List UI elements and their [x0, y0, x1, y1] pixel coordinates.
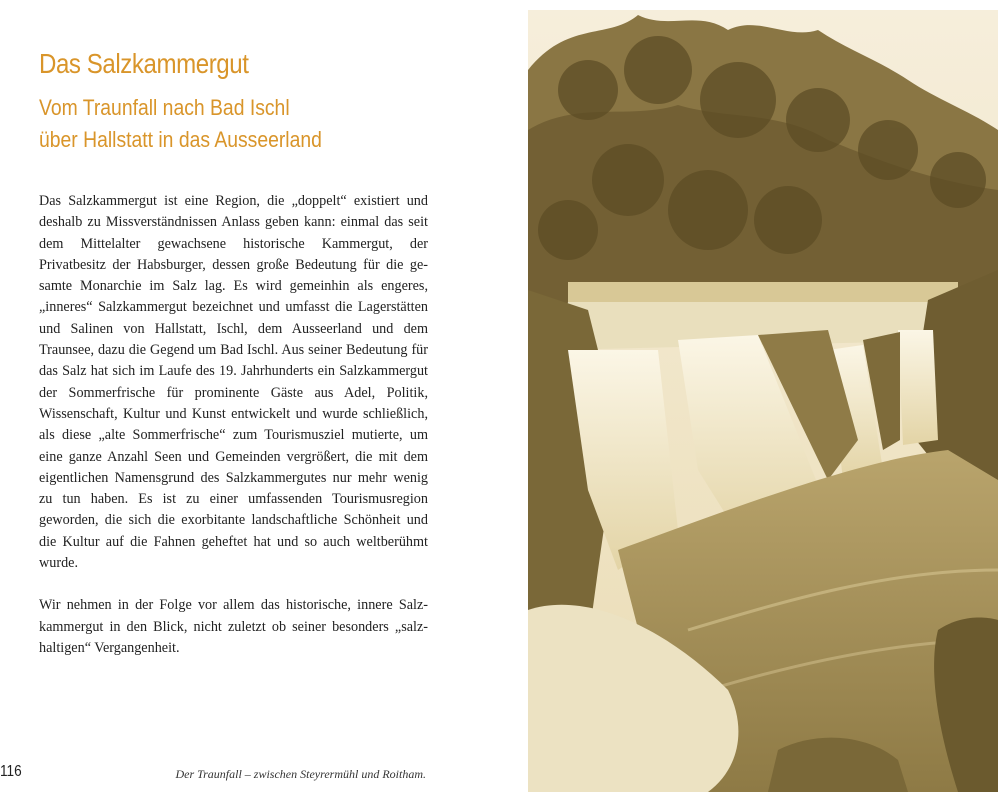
subtitle-line-2: über Hallstatt in das Ausseerland — [39, 127, 322, 152]
chapter-title: Das Salzkammergut — [39, 48, 249, 79]
subtitle-line-1: Vom Traunfall nach Bad Ischl — [39, 95, 290, 120]
page-number: 116 — [0, 763, 22, 780]
waterfall-photo — [528, 10, 998, 792]
chapter-subtitle — [39, 92, 322, 156]
body-text — [39, 191, 428, 680]
photo-caption: Der Traunfall – zwischen Steyrermühl und Roitham. — [175, 767, 426, 781]
paragraph-2: Wir nehmen in der Folge vor allem das historische, innere Salzkammergut in den Blick, nicht zuletzt ob seiner besonders „salzhaltigen“ Vergangenheit. — [39, 597, 428, 656]
paragraph-1: Das Salzkammergut ist eine Region, die „doppelt“ existiert und deshalb zu Missverständnissen Anlass geben kann: einmal das seit dem Mittelalter gewachsene historische Kammergut, der Privatbesitz der Habsburger, dessen große Bedeutung für die gesamte Monarchie im Salz lag. Es wird gemeinhin als engeres, „inneres“ Salzkammergut bezeichnet und umfasst die Lagerstätten und Salinen von Hallstatt, Ischl, dem Ausseerland und dem Traunsee, dazu die Gegend um Bad Ischl. Aus seiner Bedeutung für das Salz hat sich im Laufe des 19. Jahrhunderts ein Salzkammergut der Sommerfrische für prominente Gäste aus Adel, Politik, Wissenschaft, Kultur und Kunst entwickelt und wurde schließlich, als diese „alte Sommerfrische“ zum Tourismusziel mutierte, um eine ganze Anzahl Seen und Gemeinden vergrößert, die mit dem eigentlichen Namensgrund des Salzkammergutes nur mehr wenig zu tun haben. Es ist zu einer umfassenden Tourismusregion geworden, die sich die exorbitante landschaftliche Schönheit und die Kultur auf die Fahnen geheftet hat und so auch weltberühmt wurde. — [39, 193, 428, 572]
